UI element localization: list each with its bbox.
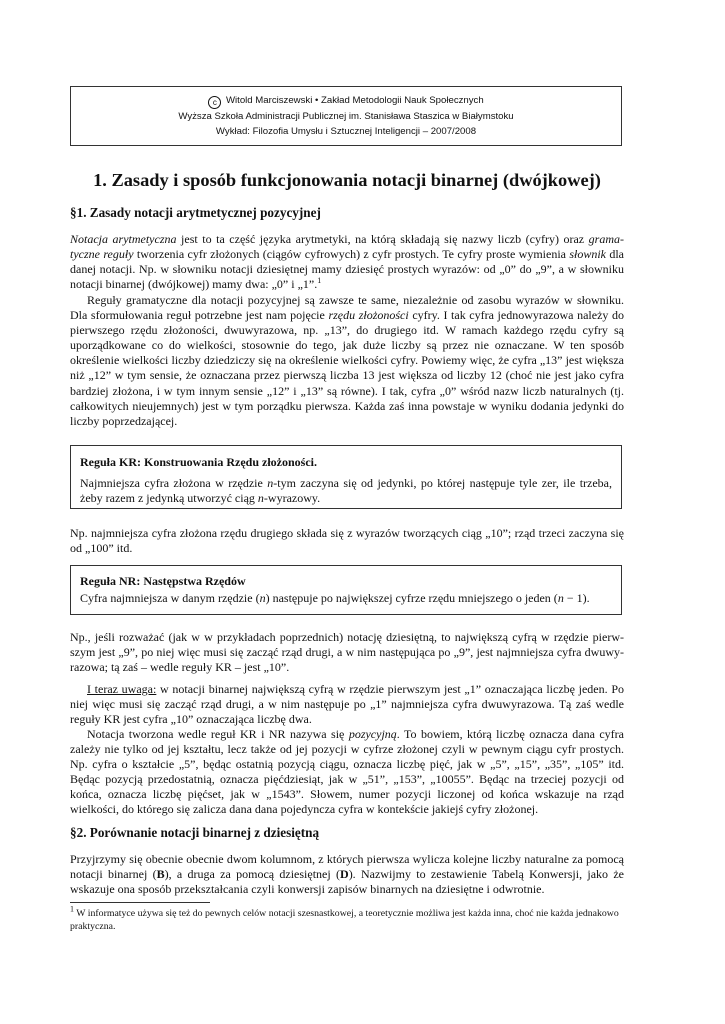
footnote-text: W informatyce używa się też do pewnych celów notacji szesnastkowej, a teoretycznie możliwa jest każda inna, choć nie każda jednakowo praktyczna. [70,908,619,932]
rule-kr-title: Reguła KR: Konstruowania Rzędu złożoności. [80,455,317,469]
header-line-3: Wykład: Filozofia Umysłu i Sztucznej Inteligencji – 2007/2008 [215,126,477,137]
paragraph-4: Np., jeśli rozważać (jak w w przykładach poprzednich) notację dziesiętną, to największą cyfrą w rzędzie pierw-szym jest „9”, po niej więc musi się zacząć rząd drugi, a w nim następująca po „9”, jest najmniejsza cyfra dwuwy-razowa; tą zaś – wedle reguły KR – jest „10”. [70,630,624,675]
paragraph-3: Np. najmniejsza cyfra złożona rzędu drugiego składa się z wyrazów tworzących ciąg „10”; rząd trzeci zaczyna się od „100” itd. [70,526,624,556]
paragraph-1: Notacja arytmetyczna jest to ta część języka arytmetyki, na którą składają się nazwy liczb (cyfry) oraz grama-tyczne reguły tworzenia cyfr złożonych (ciągów cyfrowych) z cyfr prostych. Te cyfry proste wymienia słownik dla danej notacji. Np. w słowniku notacji dziesiętnej mamy dziesięć prostych wyrazów: od „0” do „9”, a w słowniku notacji binarnej (dwójkowej) mamy dwa: „0” i „1”.$^1$ [70,232,624,292]
emphasis-underlined: I teraz uwaga: [87,682,157,696]
section-1-heading: §1. Zasady notacji arytmetycznej pozycyjnej [70,205,321,220]
rule-nr-box [70,565,622,615]
rule-kr-text: Najmniejsza cyfra złożona w rzędzie n-tym zaczyna się od jedynki, po której następuje tyle zer, ile trzeba, żeby razem z jedynką utworzyć ciąg n-wyrazowy. [80,476,613,506]
header-box [70,86,622,146]
footnote [70,904,624,933]
paragraph-5: I teraz uwaga: w notacji binarnej największą cyfrą w rzędzie pierwszym jest „1” oznaczająca liczbę jeden. Po niej więc musi się zacząć rząd drugi, a w nim następuje po „1” najmniejsza cyfra dwuwyrazowa. Tą zaś wedle reguły KR jest cyfra „10” oznaczająca liczbę dwa. [70,682,624,727]
paragraph-7: Przyjrzymy się obecnie obecnie dwom kolumnom, z których pierwsza wylicza kolejne liczby naturalne za pomocą notacji binarnej (B), a druga za pomocą dziesiętnej (D). Nazwijmy to zestawienie Tabelą Konwersji, jako że wskazuje ona sposób przekształcania czyli konwersji zapisów binarnych na dziesiętne i odwrotnie. [70,852,624,897]
header-line-2: Wyższa Szkoła Administracji Publicznej im. Stanisława Staszica w Białymstoku [178,111,514,122]
copyright-icon: c [208,96,221,109]
paragraph-6: Notacja tworzona wedle reguł KR i NR nazywa się pozycyjną. To bowiem, którą liczbę oznacza dana cyfra zależy nie tylko od jej kształtu, lecz także od jej pozycji w cyfrze złożonej czyli w pewnym ciągu cyfr prostych. Np. cyfra o kształcie „5”, będąc ostatnią pozycją ciągu, oznacza liczbę pięć, jak w „5”, „15”, „35”, „105” itd. Będąc pozycją przedostatnią, oznacza pięćdziesiąt, jak w „51”, „153”, „10055”. Będąc na trzeciej pozycji od końca, oznacza liczbę pięćset, jak w „1543”. Słowem, numer pozycji liczonej od końca wskazuje na rząd wielkości, do którego się zalicza dana dana pojedyncza cyfra w kontekście jakiejś cyfry złożonej. [70,727,624,817]
page-title: 1. Zasady i sposób funkcjonowania notacji binarnej (dwójkowej) [93,170,601,190]
rule-nr-title: Reguła NR: Następstwa Rzędów [80,574,246,588]
author-affiliation: Witold Marciszewski • Zakład Metodologii Nauk Społecznych [225,95,484,106]
rule-kr-box [70,445,622,509]
rule-nr-text: Cyfra najmniejsza w danym rzędzie (n) następuje po największej cyfrze rzędu mniejszego o jeden (n − 1). [80,591,590,606]
footnote-divider [70,902,210,903]
section-2-heading: §2. Porównanie notacji binarnej z dziesiętną [70,825,320,840]
header-line-1 [71,93,621,109]
footnote-ref[interactable]: 1 [317,276,322,286]
footnote-mark: 1 [70,904,74,914]
paragraph-2: Reguły gramatyczne dla notacji pozycyjnej są zawsze te same, niezależnie od zasobu wyrazów w słowniku. Dla sformułowania reguł potrzebne jest nam pojęcie rzędu złożoności cyfry. I tak cyfra jednowyrazowa należy do pierwszego rzędu złożoności, dwuwyrazowa, np. „13”, do drugiego itd. W ramach każdego rzędu cyfry są uporządkowane co do wielkości, stosownie do tego, jak duże liczby są przez nie oznaczane. W ten sposób określenie wielkości liczby dziedziczy się na określenie wielkości cyfry. Powiemy więc, że cyfra „13” jest większa niż „12” w tym sensie, że oznaczana przez pierwszą liczba 13 jest większa od liczby 12 (choć nie jest jako cyfra bardziej złożona, i w tym innym sensie „12” i „13” są równe). I tak, cyfra „0” wśród nazw liczb naturalnych (tj. całkowitych nieujemnych) jest w tym porządku pierwsza. Każda zaś inna powstaje w wyniku dodania jedynki do liczby poprzedzającej. [70,293,625,428]
